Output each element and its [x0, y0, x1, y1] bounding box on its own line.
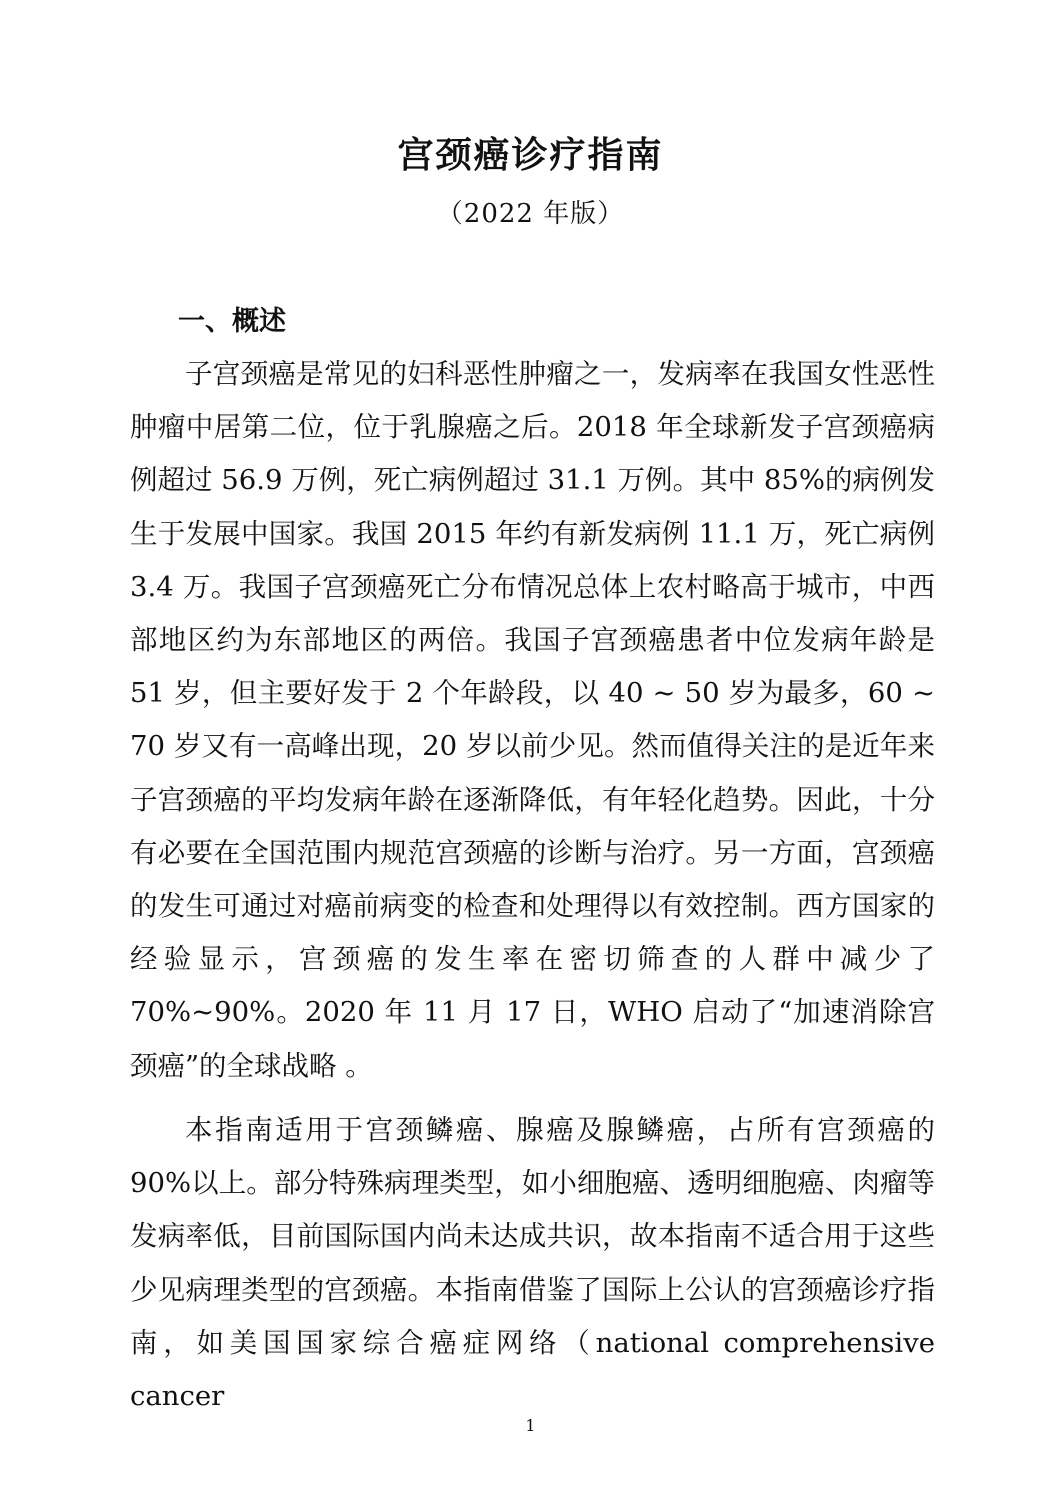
document-title: 宫颈癌诊疗指南	[397, 135, 664, 176]
paragraph: 本指南适用于宫颈鳞癌、腺癌及腺鳞癌，占所有宫颈癌的 90%以上。部分特殊病理类型，如小细胞癌、透明细胞癌、肉瘤等发病率低，目前国际国内尚未达成共识，故本指南不适合用于这些少见病理类型的宫颈癌。本指南借鉴了国际上公认的宫颈癌诊疗指南，如美国国家综合癌症网络（national comprehensive cancer	[130, 1114, 935, 1413]
section-heading-overview: 一、概述	[178, 306, 286, 337]
paragraph: 子宫颈癌是常见的妇科恶性肿瘤之一，发病率在我国女性恶性肿瘤中居第二位，位于乳腺癌之后。2018 年全球新发子宫颈癌病例超过 56.9 万例，死亡病例超过 31.1 万例。其中 85%的病例发生于发展中国家。我国 2015 年约有新发病例 11.1 万，死亡病例 3.4 万。我国子宫颈癌死亡分布情况总体上农村略高于城市，中西部地区约为东部地区的两倍。我国子宫颈癌患者中位发病年龄是 51 岁，但主要好发于 2 个年龄段，以 40 ~ 50 岁为最多，60 ~ 70 岁又有一高峰出现，20 岁以前少见。然而值得关注的是近年来子宫颈癌的平均发病年龄在逐渐降低，有年轻化趋势。因此，十分有必要在全国范围内规范宫颈癌的诊断与治疗。另一方面，宫颈癌的发生可通过对癌前病变的检查和处理得以有效控制。西方国家的经验显示，宫颈癌的发生率在密切筛查的人群中减少了 70%~90%。2020 年 11 月 17 日，WHO 启动了“加速消除宫颈癌”的全球战略 。	[130, 358, 935, 1082]
document-subtitle: （2022 年版）	[436, 199, 625, 229]
page-number: 1	[525, 1416, 536, 1435]
